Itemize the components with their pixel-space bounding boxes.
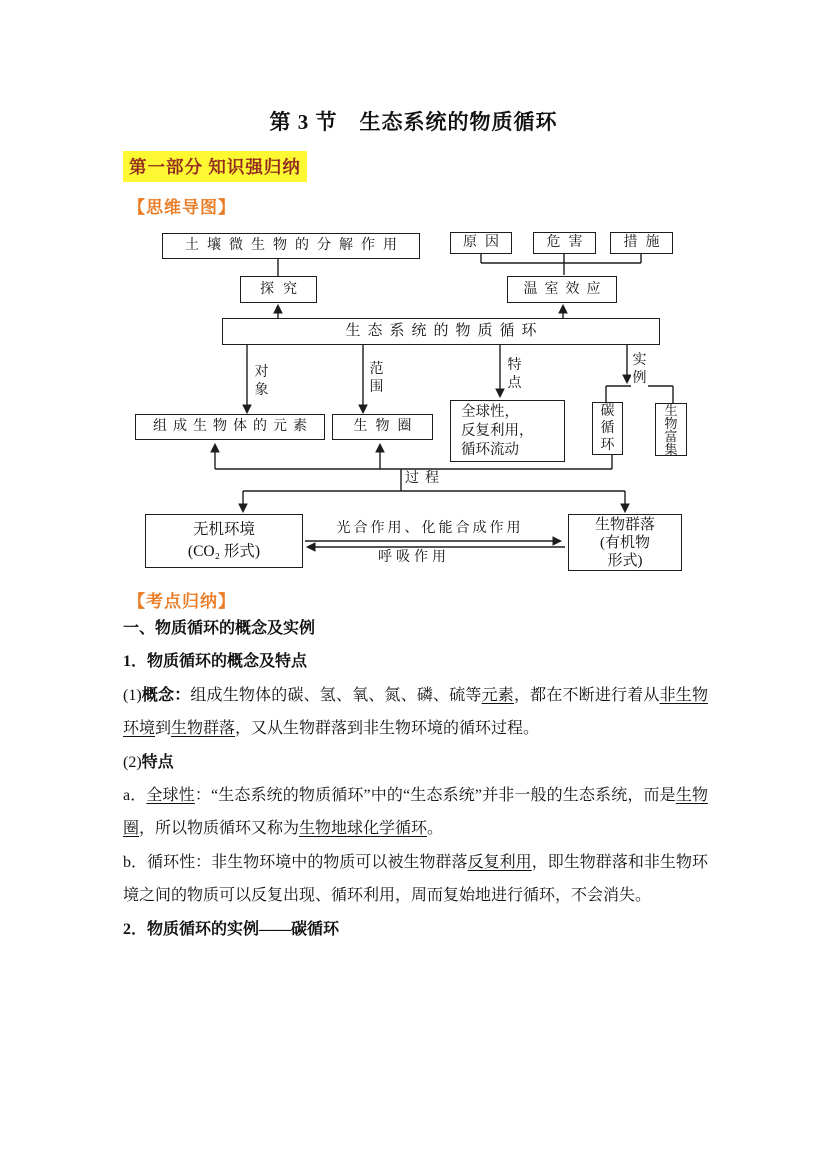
text-segment: ，所以物质循环又称为 — [139, 820, 300, 838]
feature-line: 循环流动 — [461, 441, 519, 458]
community-line: 生物群落 — [594, 516, 655, 533]
paragraph — [123, 779, 708, 846]
node-measure: 措施 — [610, 232, 673, 254]
text-segment: 概念： — [141, 686, 191, 704]
node-carbon-cycle — [592, 402, 623, 455]
page-title: 第 3 节 生态系统的物质循环 — [269, 110, 558, 134]
inorganic-line: (CO₂ 形式) — [187, 543, 261, 560]
text-segment: 特点 — [141, 753, 174, 771]
mindmap-heading: 【思维导图】 — [128, 198, 236, 217]
text-segment: 2．物质循环的实例——碳循环 — [123, 920, 340, 938]
edge-label-feature: 特点 — [507, 358, 522, 391]
inorganic-line: 无机环境 — [192, 521, 255, 538]
text-segment: (1) — [123, 686, 142, 704]
node-features — [450, 400, 565, 462]
text-segment: (2) — [123, 753, 142, 771]
node-inorganic-environment — [145, 514, 303, 568]
node-harm: 危害 — [533, 232, 596, 254]
text-segment: 生物地球化学循环 — [299, 820, 428, 838]
node-material-cycle-main: 生态系统的物质循环 — [222, 318, 660, 345]
mindmap-diagram — [0, 225, 827, 585]
text-segment: ，又从生物群落到非生物环境的循环过程。 — [235, 720, 540, 738]
paragraph — [123, 846, 708, 913]
text-segment: 非生物环境 — [123, 686, 708, 738]
part1-highlighted-heading: 第一部分 知识强归纳 — [123, 151, 307, 182]
text-segment: 到 — [155, 720, 172, 738]
text-segment: 生物圈 — [123, 787, 708, 838]
paragraph — [123, 612, 708, 645]
edge-label-object: 对象 — [254, 365, 269, 398]
node-greenhouse-effect: 温室效应 — [507, 276, 617, 303]
paragraph — [123, 645, 708, 678]
edge-label-scope: 范围 — [369, 362, 384, 395]
node-biosphere: 生物圈 — [332, 414, 433, 440]
node-cause: 原因 — [450, 232, 512, 254]
node-bioaccumulation — [655, 403, 687, 456]
feature-line: 全球性， — [461, 403, 519, 420]
node-soil-decomposition: 土壤微生物的分解作用 — [162, 233, 420, 259]
community-line: 形式) — [607, 552, 643, 569]
text-segment: 。 — [427, 820, 444, 838]
edge-label-process: 过程 — [405, 471, 445, 486]
bioaccumulation-label: 生物富集 — [664, 402, 678, 457]
text-segment: ：“生态系统的物质循环”中的“生态系统”并非一般的生态系统，而是 — [194, 787, 676, 805]
edge-label-respiration: 呼吸作用 — [378, 550, 450, 565]
carbon-cycle-label: 碳循环 — [600, 404, 615, 453]
paragraph — [123, 913, 708, 946]
edge-label-photosynthesis: 光合作用、化能合成作用 — [318, 521, 542, 537]
text-segment: 全球性 — [146, 787, 195, 805]
text-segment: 元素 — [481, 686, 514, 704]
keypoints-text — [123, 612, 708, 946]
paragraph — [123, 746, 708, 779]
text-segment: 反复利用 — [467, 853, 532, 871]
text-segment: 1．物质循环的概念及特点 — [123, 653, 308, 671]
node-biotic-community — [568, 514, 682, 571]
keypoints-heading: 【考点归纳】 — [128, 592, 236, 611]
paragraph — [123, 679, 708, 746]
text-segment: 组成生物体的碳、氢、氧、氮、磷、硫等 — [190, 686, 482, 704]
node-explore: 探究 — [240, 276, 317, 303]
feature-line: 反复利用， — [461, 422, 534, 439]
text-segment: ，即生物群落和非生物环境之间的物质可以反复出现、循环利用，周而复始地进行循环，不会消失。 — [123, 853, 708, 905]
text-segment: a． — [123, 787, 147, 805]
community-line: (有机物 — [600, 534, 650, 551]
text-segment: b．循环性：非生物环境中的物质可以被生物群落 — [123, 853, 468, 871]
text-segment: 生物群落 — [171, 720, 236, 738]
edge-label-example: 实例 — [632, 353, 647, 386]
text-segment: ，都在不断进行着从 — [513, 686, 660, 704]
node-elements-of-organisms: 组成生物体的元素 — [135, 414, 325, 440]
text-segment: 一、物质循环的概念及实例 — [123, 620, 316, 637]
